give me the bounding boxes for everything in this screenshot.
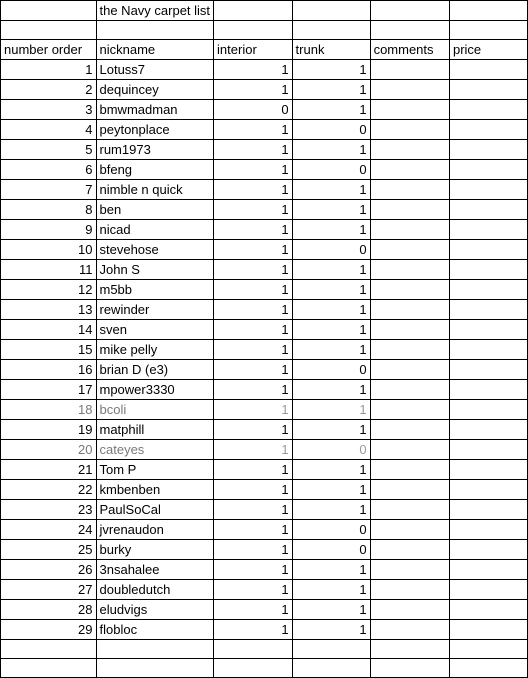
- order-cell[interactable]: 26: [1, 560, 97, 580]
- comments-cell[interactable]: [370, 300, 449, 320]
- table-row: [1, 320, 528, 340]
- cell[interactable]: [292, 659, 370, 678]
- blank-row: [1, 21, 528, 40]
- price-cell[interactable]: [449, 540, 527, 560]
- order-cell[interactable]: 19: [1, 420, 97, 440]
- nickname-cell[interactable]: mpower3330: [96, 380, 214, 400]
- cell[interactable]: [449, 659, 527, 678]
- price-cell[interactable]: [449, 100, 527, 120]
- cell[interactable]: [370, 640, 449, 659]
- interior-cell[interactable]: 1: [214, 400, 293, 420]
- price-cell[interactable]: [449, 500, 527, 520]
- table-row: [1, 160, 528, 180]
- trunk-cell[interactable]: 1: [292, 180, 370, 200]
- interior-cell[interactable]: 1: [214, 240, 293, 260]
- trunk-cell[interactable]: 1: [292, 420, 370, 440]
- interior-cell[interactable]: 1: [214, 260, 293, 280]
- order-cell[interactable]: 2: [1, 80, 97, 100]
- comments-cell[interactable]: [370, 380, 449, 400]
- table-row: [1, 540, 528, 560]
- interior-cell[interactable]: 1: [214, 540, 293, 560]
- trunk-cell[interactable]: 0: [292, 540, 370, 560]
- comments-cell[interactable]: [370, 460, 449, 480]
- trunk-cell[interactable]: 1: [292, 400, 370, 420]
- price-cell[interactable]: [449, 320, 527, 340]
- interior-cell[interactable]: 1: [214, 320, 293, 340]
- price-cell[interactable]: [449, 580, 527, 600]
- order-cell[interactable]: 5: [1, 140, 97, 160]
- order-cell[interactable]: 23: [1, 500, 97, 520]
- nickname-cell[interactable]: doubledutch: [96, 580, 214, 600]
- table-row: [1, 240, 528, 260]
- cell[interactable]: [370, 21, 449, 40]
- cell[interactable]: [370, 1, 449, 21]
- cell[interactable]: [214, 640, 293, 659]
- table-row: [1, 480, 528, 500]
- order-cell[interactable]: 8: [1, 200, 97, 220]
- trunk-cell[interactable]: 0: [292, 120, 370, 140]
- price-cell[interactable]: [449, 280, 527, 300]
- trunk-cell[interactable]: 1: [292, 60, 370, 80]
- price-cell[interactable]: [449, 440, 527, 460]
- order-cell[interactable]: 3: [1, 100, 97, 120]
- order-cell[interactable]: 27: [1, 580, 97, 600]
- table-row: [1, 580, 528, 600]
- interior-cell[interactable]: 1: [214, 60, 293, 80]
- price-cell[interactable]: [449, 420, 527, 440]
- trunk-cell[interactable]: 1: [292, 220, 370, 240]
- interior-cell[interactable]: 1: [214, 500, 293, 520]
- comments-cell[interactable]: [370, 520, 449, 540]
- order-cell[interactable]: 16: [1, 360, 97, 380]
- table-row: [1, 600, 528, 620]
- order-cell[interactable]: 1: [1, 60, 97, 80]
- table-row: [1, 120, 528, 140]
- price-cell[interactable]: [449, 60, 527, 80]
- table-row: [1, 60, 528, 80]
- cell[interactable]: [449, 21, 527, 40]
- header-comments[interactable]: comments: [370, 40, 449, 60]
- nickname-cell[interactable]: bmwmadman: [96, 100, 214, 120]
- nickname-cell[interactable]: dequincey: [96, 80, 214, 100]
- table-row: [1, 380, 528, 400]
- trunk-cell[interactable]: 1: [292, 80, 370, 100]
- interior-cell[interactable]: 1: [214, 180, 293, 200]
- order-cell[interactable]: 29: [1, 620, 97, 640]
- nickname-cell[interactable]: eludvigs: [96, 600, 214, 620]
- nickname-cell[interactable]: m5bb: [96, 280, 214, 300]
- interior-cell[interactable]: 1: [214, 560, 293, 580]
- trunk-cell[interactable]: 1: [292, 140, 370, 160]
- price-cell[interactable]: [449, 260, 527, 280]
- trunk-cell[interactable]: 1: [292, 340, 370, 360]
- interior-cell[interactable]: 1: [214, 600, 293, 620]
- trunk-cell[interactable]: 0: [292, 240, 370, 260]
- order-cell[interactable]: 18: [1, 400, 97, 420]
- comments-cell[interactable]: [370, 600, 449, 620]
- order-cell[interactable]: 13: [1, 300, 97, 320]
- trunk-cell[interactable]: 0: [292, 360, 370, 380]
- interior-cell[interactable]: 1: [214, 520, 293, 540]
- header-row: [1, 40, 528, 60]
- comments-cell[interactable]: [370, 260, 449, 280]
- table-row: [1, 520, 528, 540]
- comments-cell[interactable]: [370, 420, 449, 440]
- order-cell[interactable]: 14: [1, 320, 97, 340]
- order-cell[interactable]: 24: [1, 520, 97, 540]
- interior-cell[interactable]: 1: [214, 220, 293, 240]
- header-price[interactable]: price: [449, 40, 527, 60]
- table-row: [1, 180, 528, 200]
- cell[interactable]: [1, 659, 97, 678]
- header-interior[interactable]: interior: [214, 40, 293, 60]
- table-row: [1, 100, 528, 120]
- table-row: [1, 460, 528, 480]
- price-cell[interactable]: [449, 340, 527, 360]
- interior-cell[interactable]: 1: [214, 420, 293, 440]
- comments-cell[interactable]: [370, 580, 449, 600]
- cell[interactable]: [214, 21, 293, 40]
- nickname-cell[interactable]: cateyes: [96, 440, 214, 460]
- title-row: [1, 1, 528, 21]
- interior-cell[interactable]: 1: [214, 580, 293, 600]
- table-row: [1, 620, 528, 640]
- trunk-cell[interactable]: 1: [292, 480, 370, 500]
- comments-cell[interactable]: [370, 500, 449, 520]
- trunk-cell[interactable]: 1: [292, 320, 370, 340]
- price-cell[interactable]: [449, 300, 527, 320]
- nickname-cell[interactable]: matphill: [96, 420, 214, 440]
- order-cell[interactable]: 17: [1, 380, 97, 400]
- interior-cell[interactable]: 1: [214, 340, 293, 360]
- cell[interactable]: [449, 1, 527, 21]
- table-row: [1, 400, 528, 420]
- trunk-cell[interactable]: 0: [292, 520, 370, 540]
- cell[interactable]: [292, 1, 370, 21]
- nickname-cell[interactable]: ben: [96, 200, 214, 220]
- order-cell[interactable]: 21: [1, 460, 97, 480]
- price-cell[interactable]: [449, 620, 527, 640]
- trunk-cell[interactable]: 1: [292, 580, 370, 600]
- trunk-cell[interactable]: 1: [292, 280, 370, 300]
- trunk-cell[interactable]: 1: [292, 200, 370, 220]
- order-cell[interactable]: 15: [1, 340, 97, 360]
- cell[interactable]: [1, 1, 97, 21]
- price-cell[interactable]: [449, 180, 527, 200]
- table-row: [1, 260, 528, 280]
- price-cell[interactable]: [449, 160, 527, 180]
- interior-cell[interactable]: 1: [214, 80, 293, 100]
- cell[interactable]: [96, 659, 214, 678]
- order-cell[interactable]: 20: [1, 440, 97, 460]
- table-row: [1, 500, 528, 520]
- nickname-cell[interactable]: peytonplace: [96, 120, 214, 140]
- comments-cell[interactable]: [370, 440, 449, 460]
- cell[interactable]: [96, 640, 214, 659]
- comments-cell[interactable]: [370, 340, 449, 360]
- nickname-cell[interactable]: burky: [96, 540, 214, 560]
- table-row: [1, 140, 528, 160]
- comments-cell[interactable]: [370, 620, 449, 640]
- table-row: [1, 420, 528, 440]
- comments-cell[interactable]: [370, 320, 449, 340]
- comments-cell[interactable]: [370, 360, 449, 380]
- trunk-cell[interactable]: 1: [292, 500, 370, 520]
- nickname-cell[interactable]: flobloc: [96, 620, 214, 640]
- trunk-cell[interactable]: 0: [292, 160, 370, 180]
- table-row: [1, 360, 528, 380]
- order-cell[interactable]: 7: [1, 180, 97, 200]
- trunk-cell[interactable]: 1: [292, 300, 370, 320]
- interior-cell[interactable]: 1: [214, 620, 293, 640]
- cell[interactable]: [1, 640, 97, 659]
- interior-cell[interactable]: 1: [214, 160, 293, 180]
- table-row: [1, 80, 528, 100]
- table-row: [1, 340, 528, 360]
- price-cell[interactable]: [449, 480, 527, 500]
- cell[interactable]: [292, 640, 370, 659]
- order-cell[interactable]: 4: [1, 120, 97, 140]
- price-cell[interactable]: [449, 140, 527, 160]
- order-cell[interactable]: 10: [1, 240, 97, 260]
- interior-cell[interactable]: 1: [214, 280, 293, 300]
- price-cell[interactable]: [449, 240, 527, 260]
- comments-cell[interactable]: [370, 180, 449, 200]
- table-row: [1, 560, 528, 580]
- trunk-cell[interactable]: 1: [292, 560, 370, 580]
- table-row: [1, 300, 528, 320]
- table-row: [1, 440, 528, 460]
- nickname-cell[interactable]: PaulSoCal: [96, 500, 214, 520]
- order-cell[interactable]: 6: [1, 160, 97, 180]
- cell[interactable]: [1, 21, 97, 40]
- table-row: [1, 200, 528, 220]
- cell[interactable]: [96, 21, 214, 40]
- table-row: [1, 280, 528, 300]
- price-cell[interactable]: [449, 360, 527, 380]
- trunk-cell[interactable]: 1: [292, 260, 370, 280]
- interior-cell[interactable]: 0: [214, 100, 293, 120]
- comments-cell[interactable]: [370, 280, 449, 300]
- blank-row: [1, 640, 528, 659]
- comments-cell[interactable]: [370, 120, 449, 140]
- nickname-cell[interactable]: Tom P: [96, 460, 214, 480]
- comments-cell[interactable]: [370, 480, 449, 500]
- nickname-cell[interactable]: rewinder: [96, 300, 214, 320]
- nickname-cell[interactable]: Lotuss7: [96, 60, 214, 80]
- order-cell[interactable]: 11: [1, 260, 97, 280]
- nickname-cell[interactable]: nicad: [96, 220, 214, 240]
- nickname-cell[interactable]: brian D (e3): [96, 360, 214, 380]
- comments-cell[interactable]: [370, 140, 449, 160]
- comments-cell[interactable]: [370, 220, 449, 240]
- comments-cell[interactable]: [370, 160, 449, 180]
- nickname-cell[interactable]: stevehose: [96, 240, 214, 260]
- price-cell[interactable]: [449, 460, 527, 480]
- nickname-cell[interactable]: John S: [96, 260, 214, 280]
- price-cell[interactable]: [449, 380, 527, 400]
- order-cell[interactable]: 25: [1, 540, 97, 560]
- cell[interactable]: [449, 640, 527, 659]
- header-trunk[interactable]: trunk: [292, 40, 370, 60]
- interior-cell[interactable]: 1: [214, 460, 293, 480]
- comments-cell[interactable]: [370, 200, 449, 220]
- trunk-cell[interactable]: 1: [292, 100, 370, 120]
- price-cell[interactable]: [449, 400, 527, 420]
- trunk-cell[interactable]: 1: [292, 620, 370, 640]
- trunk-cell[interactable]: 1: [292, 600, 370, 620]
- trunk-cell[interactable]: 1: [292, 460, 370, 480]
- trunk-cell[interactable]: 0: [292, 440, 370, 460]
- price-cell[interactable]: [449, 520, 527, 540]
- nickname-cell[interactable]: sven: [96, 320, 214, 340]
- nickname-cell[interactable]: jvrenaudon: [96, 520, 214, 540]
- trunk-cell[interactable]: 1: [292, 380, 370, 400]
- nickname-cell[interactable]: rum1973: [96, 140, 214, 160]
- cell[interactable]: [370, 659, 449, 678]
- nickname-cell[interactable]: bfeng: [96, 160, 214, 180]
- price-cell[interactable]: [449, 560, 527, 580]
- table-row: [1, 220, 528, 240]
- cell[interactable]: [292, 21, 370, 40]
- order-cell[interactable]: 28: [1, 600, 97, 620]
- price-cell[interactable]: [449, 600, 527, 620]
- nickname-cell[interactable]: bcoli: [96, 400, 214, 420]
- interior-cell[interactable]: 1: [214, 480, 293, 500]
- blank-row: [1, 659, 528, 678]
- price-cell[interactable]: [449, 120, 527, 140]
- nickname-cell[interactable]: mike pelly: [96, 340, 214, 360]
- nickname-cell[interactable]: nimble n quick: [96, 180, 214, 200]
- price-cell[interactable]: [449, 200, 527, 220]
- comments-cell[interactable]: [370, 400, 449, 420]
- comments-cell[interactable]: [370, 240, 449, 260]
- order-cell[interactable]: 22: [1, 480, 97, 500]
- comments-cell[interactable]: [370, 560, 449, 580]
- header-nickname[interactable]: nickname: [96, 40, 214, 60]
- comments-cell[interactable]: [370, 60, 449, 80]
- interior-cell[interactable]: 1: [214, 140, 293, 160]
- sheet-title[interactable]: the Navy carpet list: [96, 1, 214, 21]
- interior-cell[interactable]: 1: [214, 360, 293, 380]
- cell[interactable]: [214, 659, 293, 678]
- comments-cell[interactable]: [370, 100, 449, 120]
- price-cell[interactable]: [449, 220, 527, 240]
- price-cell[interactable]: [449, 80, 527, 100]
- interior-cell[interactable]: 1: [214, 300, 293, 320]
- interior-cell[interactable]: 1: [214, 440, 293, 460]
- nickname-cell[interactable]: kmbenben: [96, 480, 214, 500]
- comments-cell[interactable]: [370, 80, 449, 100]
- nickname-cell[interactable]: 3nsahalee: [96, 560, 214, 580]
- interior-cell[interactable]: 1: [214, 120, 293, 140]
- interior-cell[interactable]: 1: [214, 380, 293, 400]
- cell[interactable]: [214, 1, 293, 21]
- order-cell[interactable]: 12: [1, 280, 97, 300]
- order-cell[interactable]: 9: [1, 220, 97, 240]
- interior-cell[interactable]: 1: [214, 200, 293, 220]
- comments-cell[interactable]: [370, 540, 449, 560]
- header-number-order[interactable]: number order: [1, 40, 97, 60]
